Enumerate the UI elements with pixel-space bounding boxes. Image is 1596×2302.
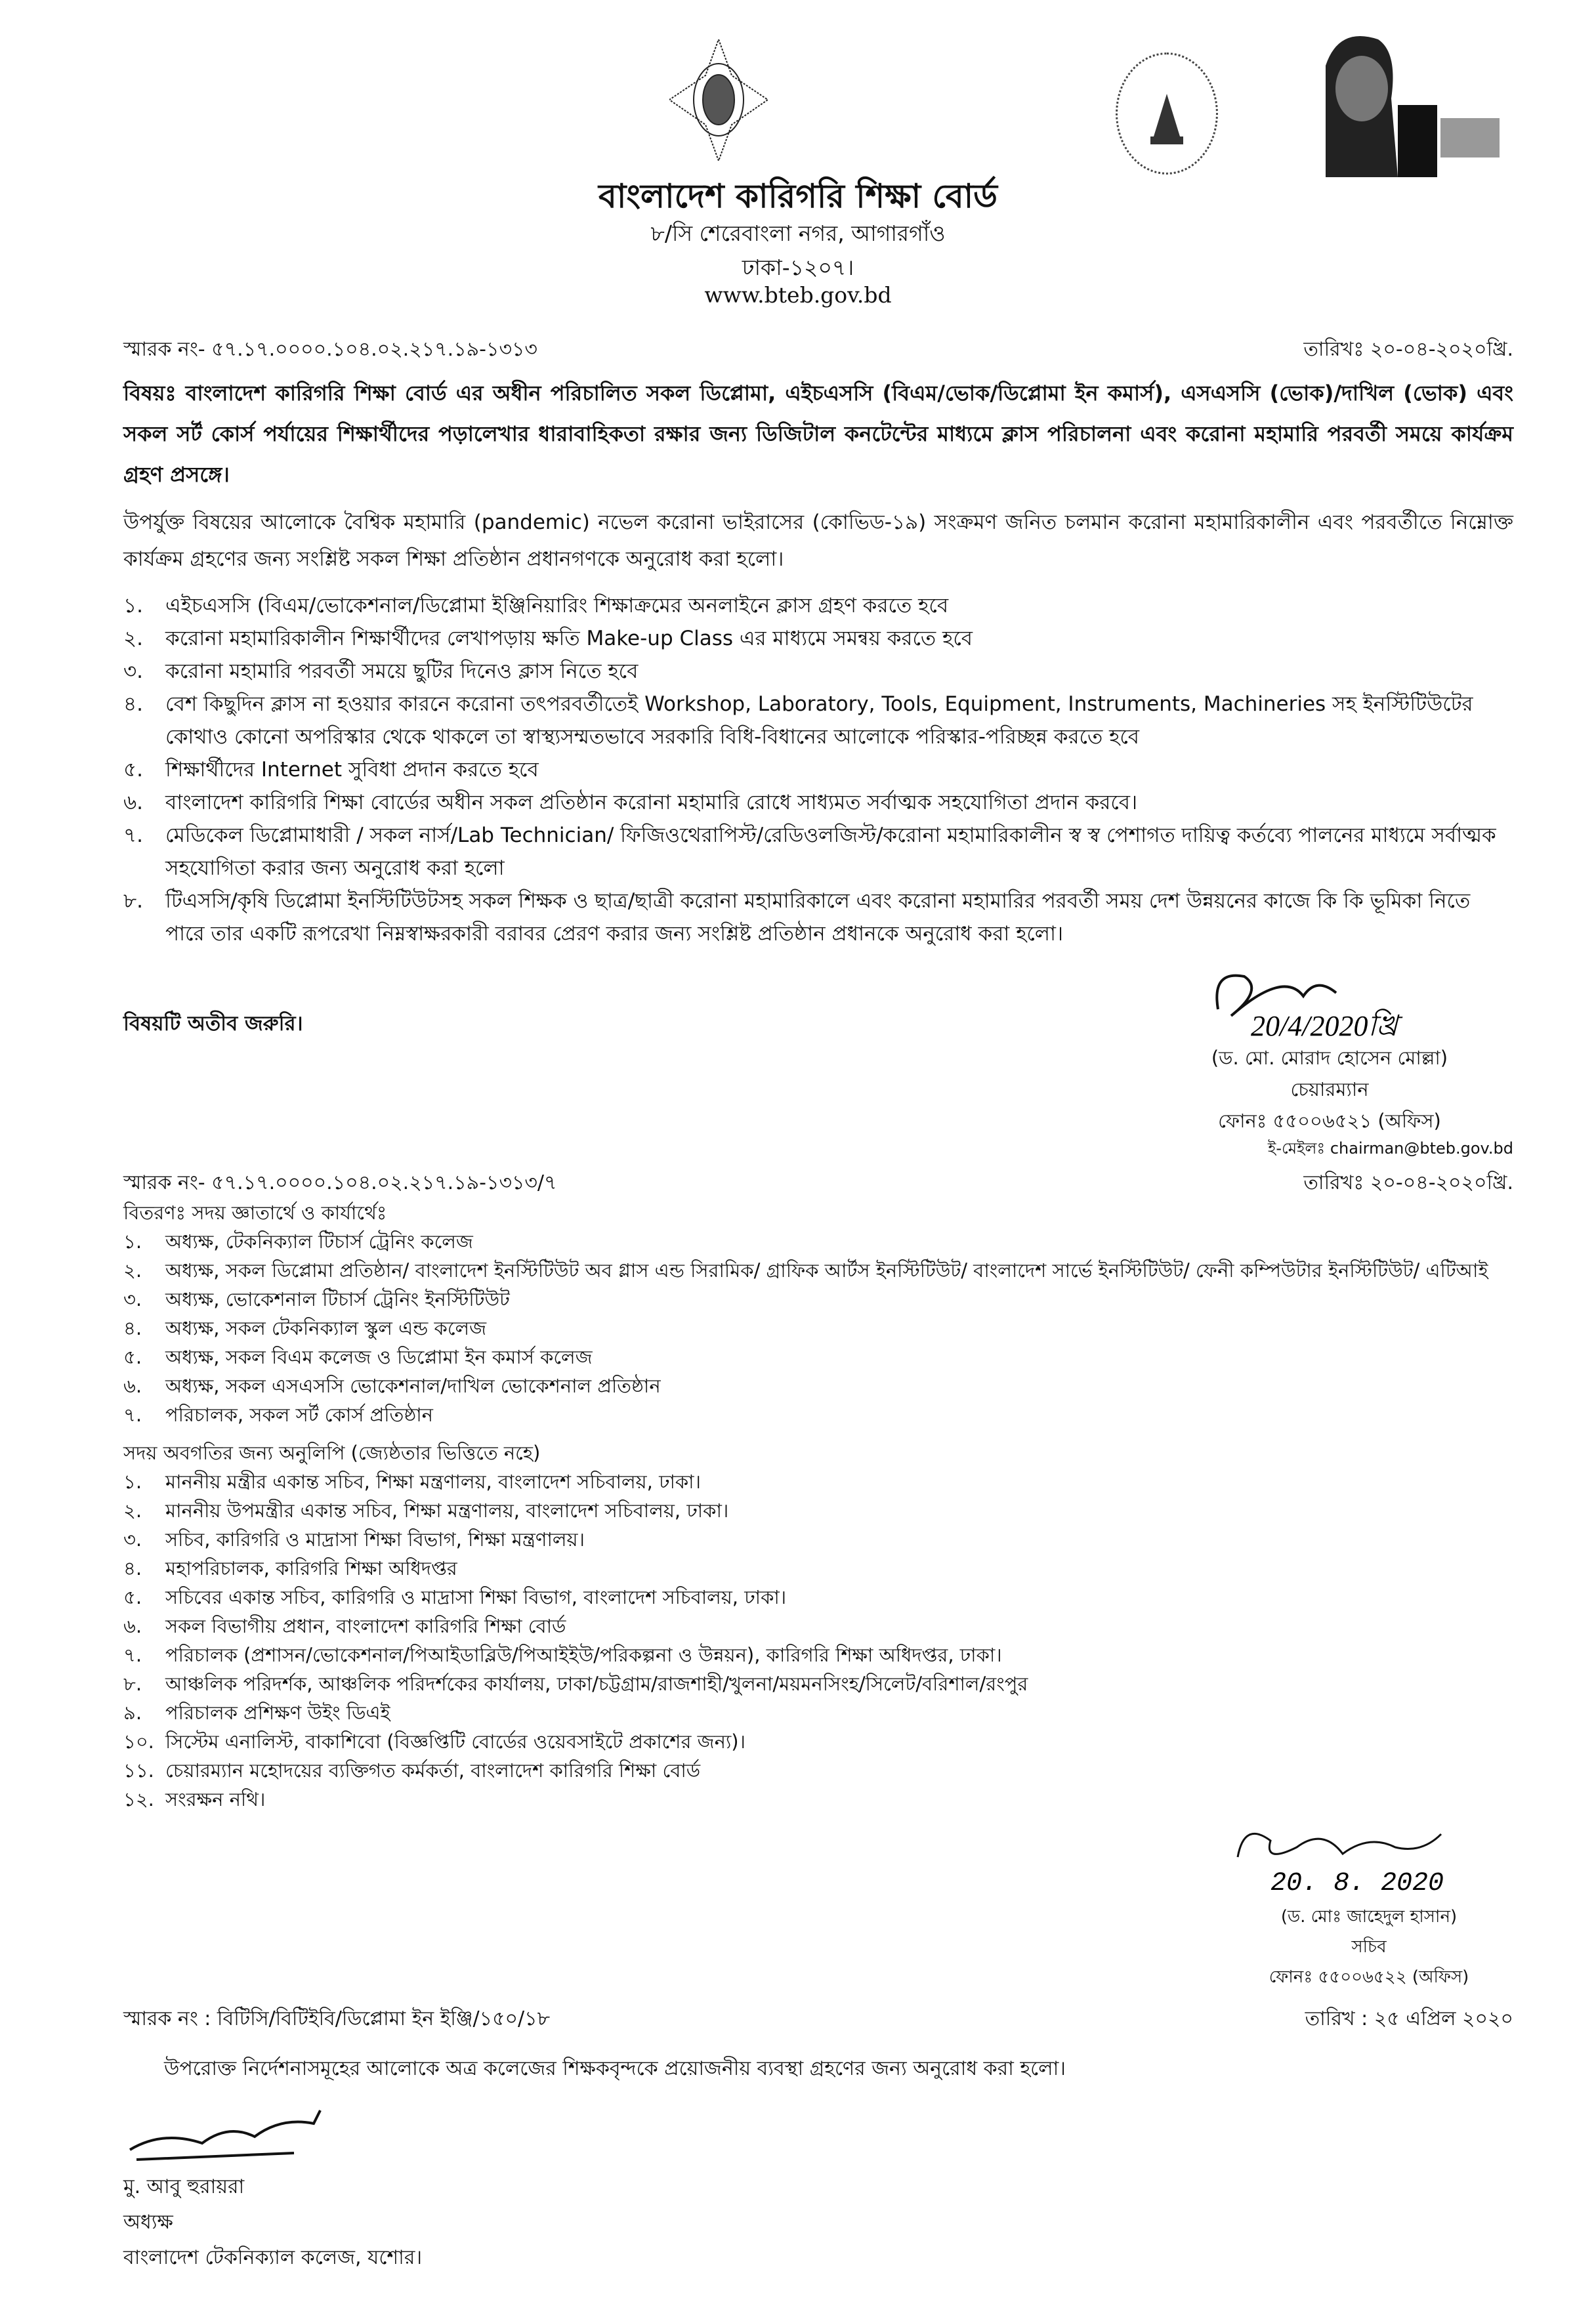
memo-ref: স্মারক নং : বিটিসি/বিটিইবি/ডিপ্লোমা ইন ইঞ্জি/১৫০/১৮ [123,2007,551,2030]
list-item [123,1756,1513,1785]
list-item [123,1698,1513,1727]
item-text: করোনা মহামারিকালীন শিক্ষার্থীদের লেখাপড়ায় ক্ষতি Make-up Class এর মাধ্যমে সমন্বয় করতে হবে [165,627,973,650]
item-text: পরিচালক প্রশিক্ষণ উইং ডিএই [165,1702,390,1724]
list-item [123,1583,1513,1612]
item-number: ১. [123,1471,142,1493]
chairman-block [1146,1042,1513,1160]
list-item [123,1727,1513,1756]
item-number: ২. [123,627,144,650]
item-number: ৬. [123,791,144,814]
item-text: বাংলাদেশ কারিগরি শিক্ষা বোর্ডের অধীন সকল প্রতিষ্ঠান করোনা মহামারি রোধে সাধ্যমত সর্বাত্মক সহযোগিতা প্রদান করবে। [165,791,1138,814]
memo-date: তারিখঃ ২০-০৪-২০২০খ্রি. [1303,1171,1513,1194]
memo-ref: স্মারক নং- ৫৭.১৭.০০০০.১০৪.০২.২১৭.১৯-১৩১৩ [123,338,537,361]
item-text: আঞ্চলিক পরিদর্শক, আঞ্চলিক পরিদর্শকের কার্যালয়, ঢাকা/চট্টগ্রাম/রাজশাহী/খুলনা/ময়মনসিংহ/সিলেট/বরিশাল/রংপুর [165,1673,1028,1695]
urgent-note: বিষয়টি অতীব জরুরি। [123,1012,303,1036]
chairman-email: ই-মেইলঃ chairman@bteb.gov.bd [1267,1139,1513,1158]
principal-block [123,2169,1513,2276]
item-number: ১২. [123,1788,154,1810]
item-number: ৭. [123,1644,142,1666]
item-text: অধ্যক্ষ, ভোকেশনাল টিচার্স ট্রেনিং ইনস্টিটিউট [165,1288,510,1310]
memo-date: তারিখ : ২৫ এপ্রিল ২০২০ [1305,2007,1513,2030]
forwarding-note: উপরোক্ত নির্দেশনাসমূহের আলোকে অত্র কলেজের শিক্ষকবৃন্দকে প্রয়োজনীয় ব্যবস্থা গ্রহণের জন্য অনুরোধ করা হলো। [164,2057,1066,2080]
mujib-100-logo [1299,26,1509,177]
item-text: করোনা মহামারি পরবর্তী সময়ে ছুটির দিনেও ক্লাস নিতে হবে [165,659,639,683]
memo-ref: স্মারক নং- ৫৭.১৭.০০০০.১০৪.০২.২১৭.১৯-১৩১৩/৭ [123,1171,557,1194]
address-line-2: ঢাকা-১২০৭। [742,255,854,280]
list-item [123,1227,1513,1256]
item-number: ৮. [123,889,143,913]
item-text: মেডিকেল ডিপ্লোমাধারী / সকল নার্স/Lab Technician/ ফিজিওথেরাপিস্ট/রেডিওলজিস্ট/করোনা মহামারিকালীন স্ব স্ব পেশাগত দায়িত্ব কর্তব্যে পালনের মাধ্যমে সর্বাত্মক সহযোগিতা করার জন্য অনুরোধ করা হলো [165,824,1496,880]
principal-institution: বাংলাদেশ টেকনিক্যাল কলেজ, যশোর। [123,2246,423,2269]
copies-heading: সদয় অবগতির জন্য অনুলিপি (জ্যেষ্ঠতার ভিত্তিতে নহে) [123,1442,541,1464]
item-text: টিএসসি/কৃষি ডিপ্লোমা ইনস্টিটিউটসহ সকল শিক্ষক ও ছাত্র/ছাত্রী করোনা মহামারিকালে এবং করোনা মহামারির পরবর্তী সময় দেশ উন্নয়নের কাজে কি কি ভূমিকা নিতে পারে তার একটি রূপরেখা নিম্নস্বাক্ষরকারী বরাবর প্রেরণ করার জন্য সংশ্লিষ্ট প্রতিষ্ঠান প্রধানকে অনুরোধ করা হলো। [165,889,1471,946]
subject: বিষয়ঃ বাংলাদেশ কারিগরি শিক্ষা বোর্ড এর অধীন পরিচালিত সকল ডিপ্লোমা, এইচএসসি (বিএম/ভোক/ডিপ্লোমা ইন কমার্স), এসএসসি (ভোক)/দাখিল (ভোক) এবং সকল সর্ট কোর্স পর্যায়ের শিক্ষার্থীদের পড়ালেখার ধারাবাহিকতা রক্ষার জন্য ডিজিটাল কনটেন্টের মাধ্যমে ক্লাস পরিচালনা এবং করোনা মহামারি পরবর্তী সময়ে কার্যক্রম গ্রহণ প্রসঙ্গে। [123,381,1513,487]
item-text: অধ্যক্ষ, সকল এসএসসি ভোকেশনাল/দাখিল ভোকেশনাল প্রতিষ্ঠান [165,1375,661,1397]
item-number: ৩. [123,1528,142,1551]
distribution-heading: বিতরণঃ সদয় জ্ঞাতার্থে ও কার্যার্থেঃ [123,1202,387,1224]
list-item [123,1641,1513,1669]
item-number: ৩. [123,1288,142,1310]
item-number: ৩. [123,659,144,683]
list-item [123,1496,1513,1525]
memo-header-1 [123,335,1513,365]
government-emblem-icon [669,39,768,161]
item-number: ৭. [123,1404,142,1426]
letter-body [123,335,1513,2302]
item-number: ১০. [123,1730,154,1753]
secretary-signature-block [1225,1818,1513,1992]
secretary-block [1225,1902,1513,1992]
item-text: বেশ কিছুদিন ক্লাস না হওয়ার কারনে করোনা তৎপরবর্তীতেই Workshop, Laboratory, Tools, Equipment, Instruments, Machineries সহ ইনস্টিটিউটের কোথাও কোনো অপরিস্কার থেকে থাকলে তা স্বাস্থ্যসম্মতভাবে সরকারি বিধি-বিধানের আলোকে পরিস্কার-পরিচ্ছন্ন করতে হবে [165,692,1473,749]
signature-date: 20. 8. 2020 [1270,1869,1444,1896]
address-line-1: ৮/সি শেরেবাংলা নগর, আগারগাঁও [650,220,946,246]
chairman-signature [1205,957,1513,1042]
item-number: ৪. [123,1317,142,1339]
item-number: ৫. [123,1346,142,1368]
list-item [123,1467,1513,1496]
list-item [123,753,1513,786]
list-item [123,819,1513,885]
item-text: পরিচালক (প্রশাসন/ভোকেশনাল/পিআইডাব্লিউ/পিআইইউ/পরিকল্পনা ও উন্নয়ন), কারিগরি শিক্ষা অধিদপ্তর, ঢাকা। [165,1644,1002,1666]
item-number: ২. [123,1259,142,1282]
item-text: এইচএসসি (বিএম/ভোকেশনাল/ডিপ্লোমা ইঞ্জিনিয়ারিং শিক্ষাক্রমের অনলাইনে ক্লাস গ্রহণ করতে হবে [165,594,949,617]
list-item [123,589,1513,622]
chairman-designation: চেয়ারম্যান [1290,1078,1369,1100]
list-item [123,1371,1513,1400]
item-number: ৮. [123,1673,142,1695]
item-text: অধ্যক্ষ, টেকনিক্যাল টিচার্স ট্রেনিং কলেজ [165,1230,473,1253]
secretary-name: (ড. মোঃ জাহেদুল হাসান) [1280,1907,1458,1927]
list-item [123,655,1513,688]
item-text: সংরক্ষন নথি। [165,1788,266,1810]
item-number: ৫. [123,758,143,782]
item-text: সকল বিভাগীয় প্রধান, বাংলাদেশ কারিগরি শিক্ষা বোর্ড [165,1615,566,1637]
board-seal-icon [1116,52,1218,175]
item-number: ৪. [123,692,143,716]
principal-name: মু. আবু হুরায়রা [123,2175,245,2198]
copies-list [123,1467,1513,1814]
item-text: সচিবের একান্ত সচিব, কারিগরি ও মাদ্রাসা শিক্ষা বিভাগ, বাংলাদেশ সচিবালয়, ঢাকা। [165,1586,787,1608]
item-number: ৯. [123,1702,142,1724]
list-item [123,1554,1513,1583]
memo-date: তারিখঃ ২০-০৪-২০২০খ্রি. [1303,338,1513,361]
list-item [123,786,1513,819]
list-item [123,1343,1513,1371]
signature-date: 20/4/2020খ্রি [1251,1010,1398,1042]
secretary-designation: সচিব [1351,1937,1387,1957]
principal-signature [123,2104,360,2169]
item-text: সিস্টেম এনালিস্ট, বাকাশিবো (বিজ্ঞপ্তিটি বোর্ডের ওয়েবসাইটে প্রকাশের জন্য)। [165,1730,746,1753]
item-text: শিক্ষার্থীদের Internet সুবিধা প্রদান করতে হবে [165,758,539,782]
item-text: মাননীয় উপমন্ত্রীর একান্ত সচিব, শিক্ষা মন্ত্রণালয়, বাংলাদেশ সচিবালয়, ঢাকা। [165,1499,729,1522]
item-text: অধ্যক্ষ, সকল ডিপ্লোমা প্রতিষ্ঠান/ বাংলাদেশ ইনস্টিটিউট অব গ্লাস এন্ড সিরামিক/ গ্রাফিক আর্টস ইনস্টিটিউট/ বাংলাদেশ সার্ভে ইনস্টিটিউট/ ফেনী কম্পিউটার ইনস্টিটিউট/ এটিআই [165,1259,1488,1282]
item-text: পরিচালক, সকল সর্ট কোর্স প্রতিষ্ঠান [165,1404,433,1426]
principal-designation: অধ্যক্ষ [123,2211,173,2234]
memo-header-3 [123,2004,1513,2034]
intro-paragraph: উপর্যুক্ত বিষয়ের আলোকে বৈশ্বিক মহামারি (pandemic) নভেল করোনা ভাইরাসের (কোভিড-১৯) সংক্রমণ জনিত চলমান করোনা মহামারিকালীন এবং পরবর্তীতে নিম্নোক্ত কার্যক্রম গ্রহণের জন্য সংশ্লিষ্ট সকল শিক্ষা প্রতিষ্ঠান প্রধানগণকে অনুরোধ করা হলো। [123,511,1513,571]
item-text: চেয়ারম্যান মহোদয়ের ব্যক্তিগত কর্মকর্তা, বাংলাদেশ কারিগরি শিক্ষা বোর্ড [165,1759,701,1782]
list-item [123,1256,1513,1285]
item-number: ১. [123,1230,142,1253]
list-item [123,1785,1513,1814]
item-text: মহাপরিচালক, কারিগরি শিক্ষা অধিদপ্তর [165,1557,457,1580]
item-number: ৬. [123,1375,142,1397]
list-item [123,1285,1513,1314]
item-number: ৫. [123,1586,142,1608]
chairman-phone: ফোনঃ ৫৫০০৬৫২১ (অফিস) [1218,1110,1441,1132]
urgent-signature-row [123,957,1513,1042]
item-number: ২. [123,1499,142,1522]
memo-header-2 [123,1168,1513,1198]
item-number: ১. [123,594,143,617]
chairman-name: (ড. মো. মোরাদ হোসেন মোল্লা) [1211,1047,1448,1069]
item-text: মাননীয় মন্ত্রীর একান্ত সচিব, শিক্ষা মন্ত্রণালয়, বাংলাদেশ সচিবালয়, ঢাকা। [165,1471,701,1493]
list-item [123,688,1513,753]
secretary-phone: ফোনঃ ৫৫০০৬৫২২ (অফিস) [1269,1967,1469,1987]
list-item [123,1612,1513,1641]
list-item [123,622,1513,655]
list-item [123,1400,1513,1429]
item-text: অধ্যক্ষ, সকল টেকনিক্যাল স্কুল এন্ড কলেজ [165,1317,487,1339]
item-number: ৬. [123,1615,142,1637]
item-text: সচিব, কারিগরি ও মাদ্রাসা শিক্ষা বিভাগ, শিক্ষা মন্ত্রণালয়। [165,1528,585,1551]
item-number: ৭. [123,824,144,847]
item-number: ৪. [123,1557,142,1580]
item-text: অধ্যক্ষ, সকল বিএম কলেজ ও ডিপ্লোমা ইন কমার্স কলেজ [165,1346,593,1368]
distribution-list [123,1227,1513,1429]
list-item [123,885,1513,950]
website-link[interactable]: www.bteb.gov.bd [704,282,892,308]
list-item [123,1314,1513,1343]
item-number: ১১. [123,1759,154,1782]
organization-title: বাংলাদেশ কারিগরি শিক্ষা বোর্ড [598,177,998,215]
list-item [123,1669,1513,1698]
list-item [123,1525,1513,1554]
directives-list [123,589,1513,950]
secretary-signature [1225,1818,1500,1896]
